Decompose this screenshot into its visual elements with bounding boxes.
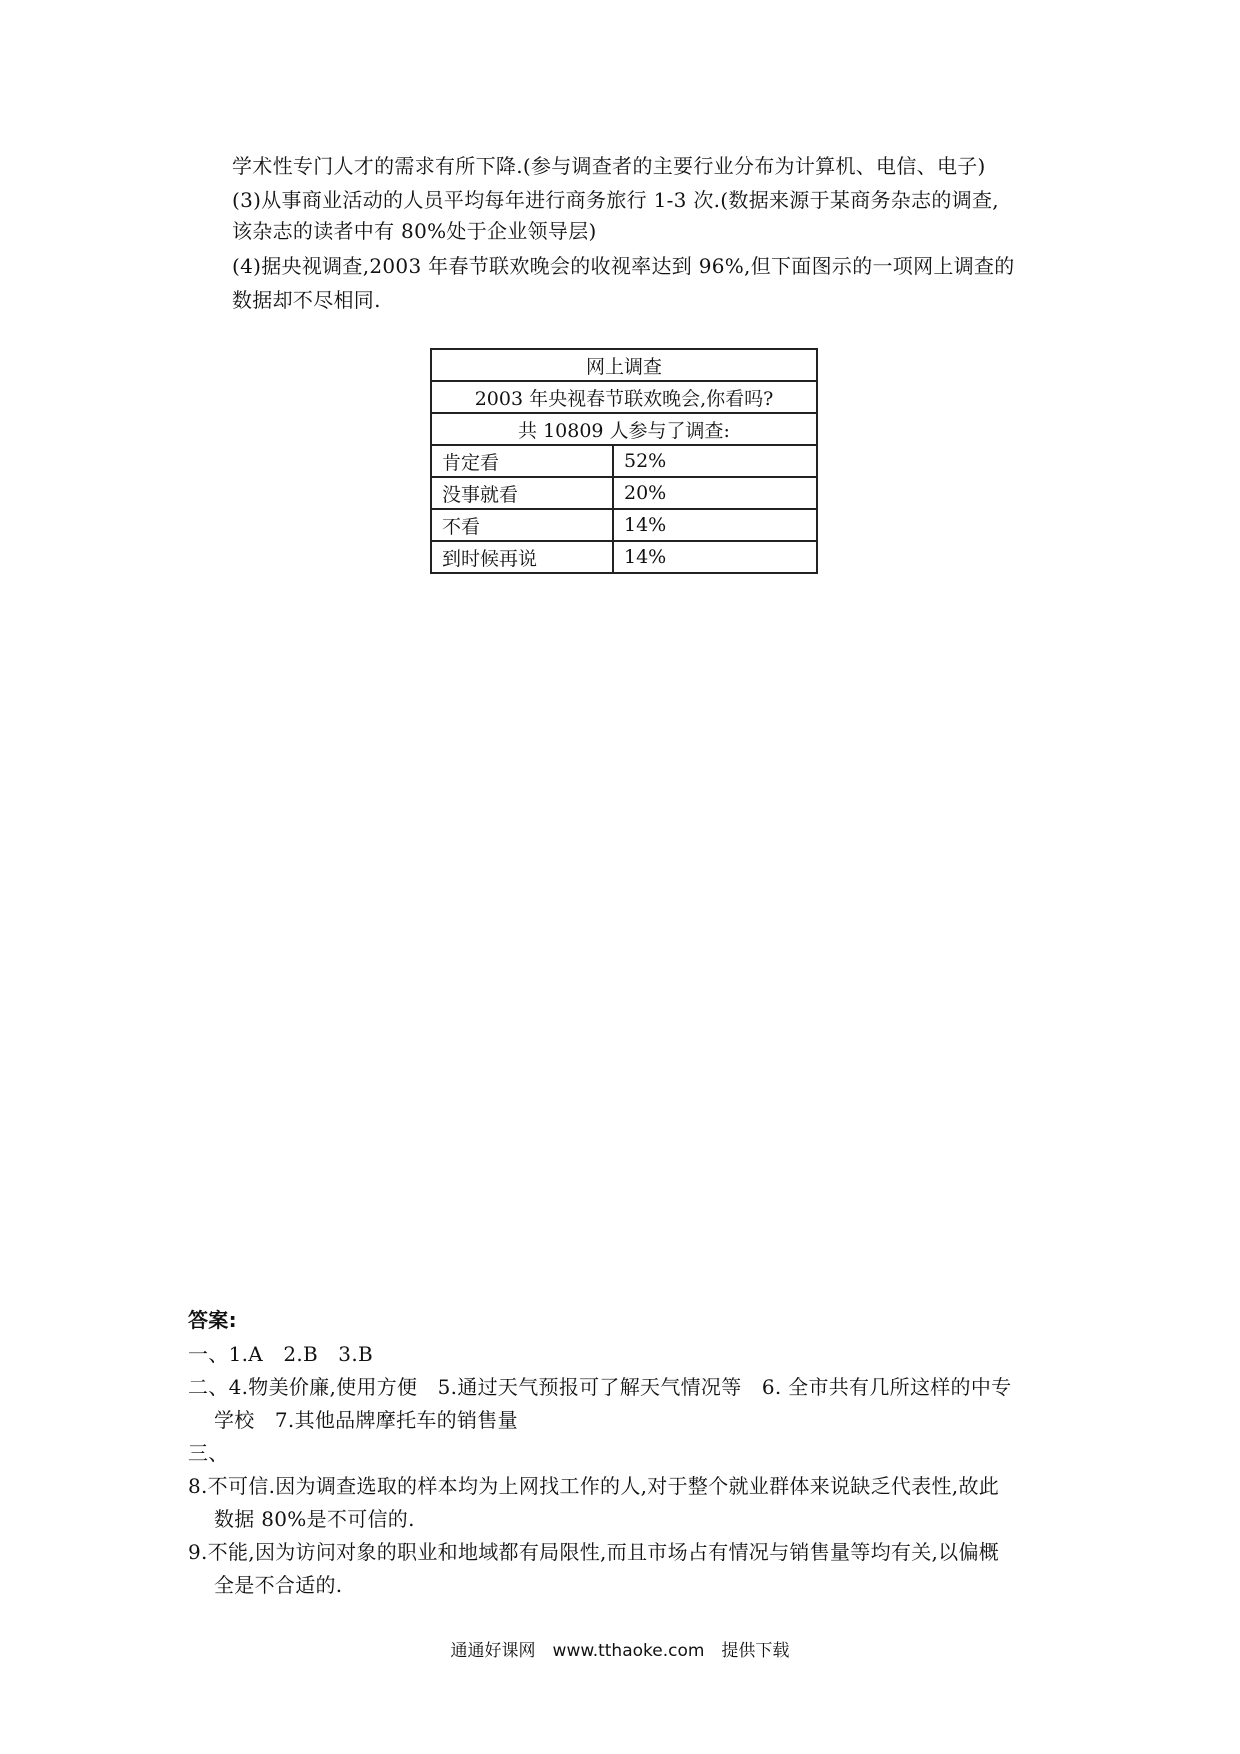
survey-participants-row xyxy=(431,413,817,445)
survey-percent: 14% xyxy=(613,541,817,573)
answer-line-6: 数据 80%是不可信的. xyxy=(214,1507,415,1531)
answer-line-4: 三、 xyxy=(188,1441,229,1465)
survey-table xyxy=(430,348,818,574)
passage-line-3: 该杂志的读者中有 80%处于企业领导层) xyxy=(232,219,597,243)
survey-option: 肯定看 xyxy=(431,445,613,477)
survey-question: 2003 年央视春节联欢晚会,你看吗? xyxy=(431,381,817,413)
answer-line-8: 全是不合适的. xyxy=(214,1573,343,1597)
passage-line-1: 学术性专门人才的需求有所下降.(参与调查者的主要行业分布为计算机、电信、电子) xyxy=(232,154,986,178)
survey-question-row xyxy=(431,381,817,413)
table-row xyxy=(431,445,817,477)
passage-line-4: (4)据央视调查,2003 年春节联欢晚会的收视率达到 96%,但下面图示的一项网上调查的 xyxy=(232,254,1015,278)
table-row xyxy=(431,509,817,541)
answer-line-2: 二、4.物美价廉,使用方便 5.通过天气预报可了解天气情况等 6. 全市共有几所这样的中专 xyxy=(188,1375,1012,1399)
answer-line-7: 9.不能,因为访问对象的职业和地域都有局限性,而且市场占有情况与销售量等均有关,以偏概 xyxy=(188,1540,1000,1564)
survey-percent: 52% xyxy=(613,445,817,477)
table-row xyxy=(431,477,817,509)
answer-line-1: 一、1.A 2.B 3.B xyxy=(188,1342,373,1366)
survey-option: 没事就看 xyxy=(431,477,613,509)
survey-title-row xyxy=(431,349,817,381)
footer: 通通好课网 www.tthaoke.com 提供下载 xyxy=(450,1641,790,1661)
survey-option: 不看 xyxy=(431,509,613,541)
passage-line-5: 数据却不尽相同. xyxy=(232,288,381,312)
passage-line-2: (3)从事商业活动的人员平均每年进行商务旅行 1-3 次.(数据来源于某商务杂志的调查, xyxy=(232,188,999,212)
answer-line-3: 学校 7.其他品牌摩托车的销售量 xyxy=(214,1408,518,1432)
survey-percent: 14% xyxy=(613,509,817,541)
table-row xyxy=(431,541,817,573)
survey-participants: 共 10809 人参与了调查: xyxy=(431,413,817,445)
survey-percent: 20% xyxy=(613,477,817,509)
answers-heading: 答案: xyxy=(188,1308,237,1332)
survey-title: 网上调查 xyxy=(431,349,817,381)
answer-line-5: 8.不可信.因为调查选取的样本均为上网找工作的人,对于整个就业群体来说缺乏代表性,故此 xyxy=(188,1474,1000,1498)
survey-option: 到时候再说 xyxy=(431,541,613,573)
